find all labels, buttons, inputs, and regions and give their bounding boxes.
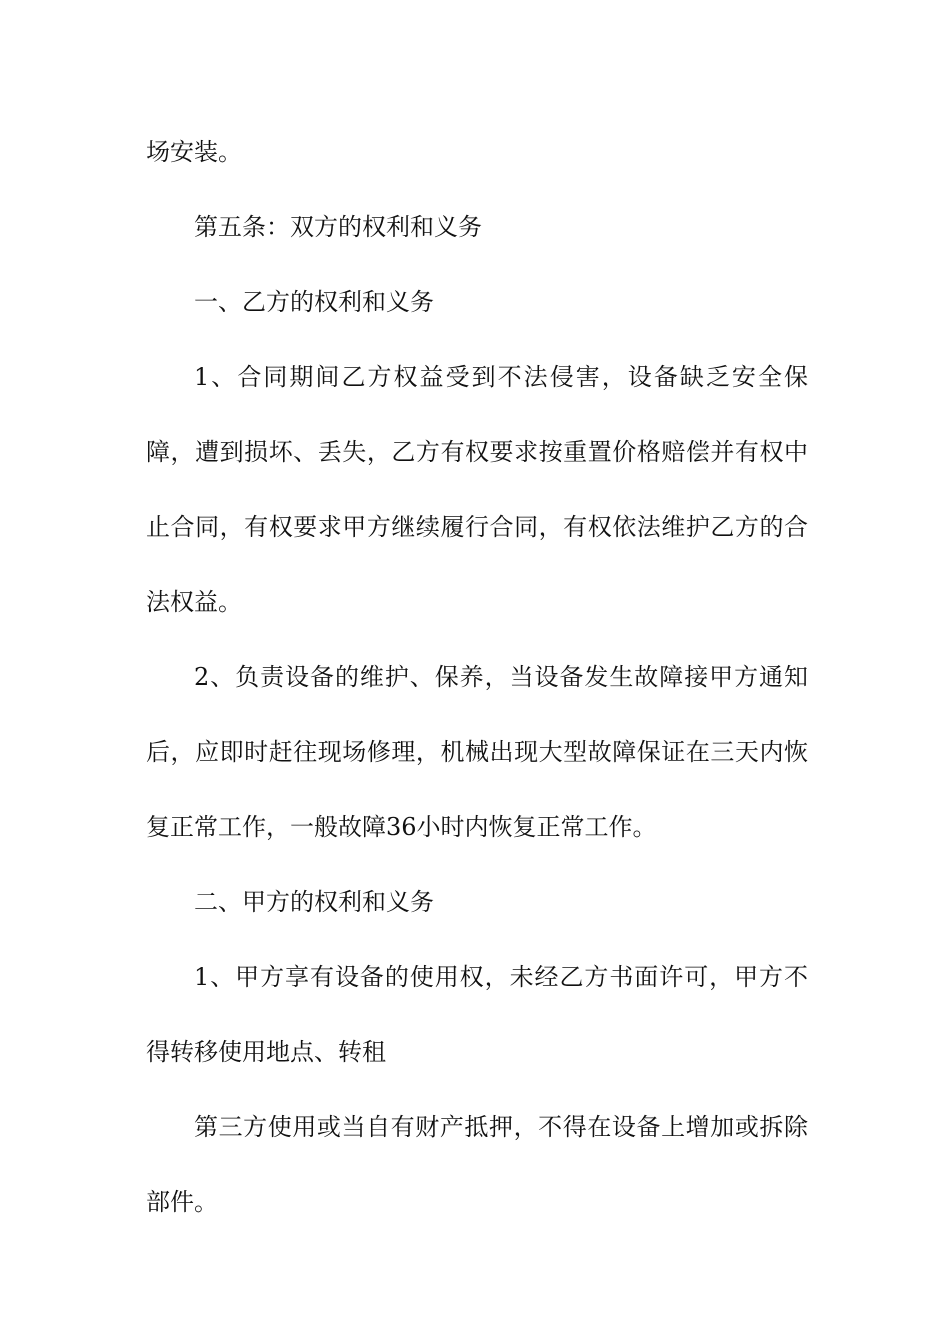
party-a-clause-1: 1、甲方享有设备的使用权，未经乙方书面许可，甲方不得转移使用地点、转租 — [146, 963, 808, 1066]
document-body — [146, 115, 808, 1240]
party-b-clause-1: 1、合同期间乙方权益受到不法侵害，设备缺乏安全保障，遭到损坏、丢失，乙方有权要求按重置价格赔偿并有权中止合同，有权要求甲方继续履行合同，有权依法维护乙方的合法权益。 — [146, 363, 808, 616]
section-heading-party-a: 二、甲方的权利和义务 — [194, 888, 434, 916]
paragraph-continuation: 场安装。 — [146, 138, 242, 166]
article-heading: 第五条：双方的权利和义务 — [194, 213, 482, 241]
party-a-clause-1-continued: 第三方使用或当自有财产抵押，不得在设备上增加或拆除部件。 — [146, 1113, 808, 1216]
section-heading-party-b: 一、乙方的权利和义务 — [194, 288, 434, 316]
party-b-clause-2: 2、负责设备的维护、保养，当设备发生故障接甲方通知后，应即时赶往现场修理，机械出现大型故障保证在三天内恢复正常工作，一般故障36小时内恢复正常工作。 — [146, 663, 808, 841]
